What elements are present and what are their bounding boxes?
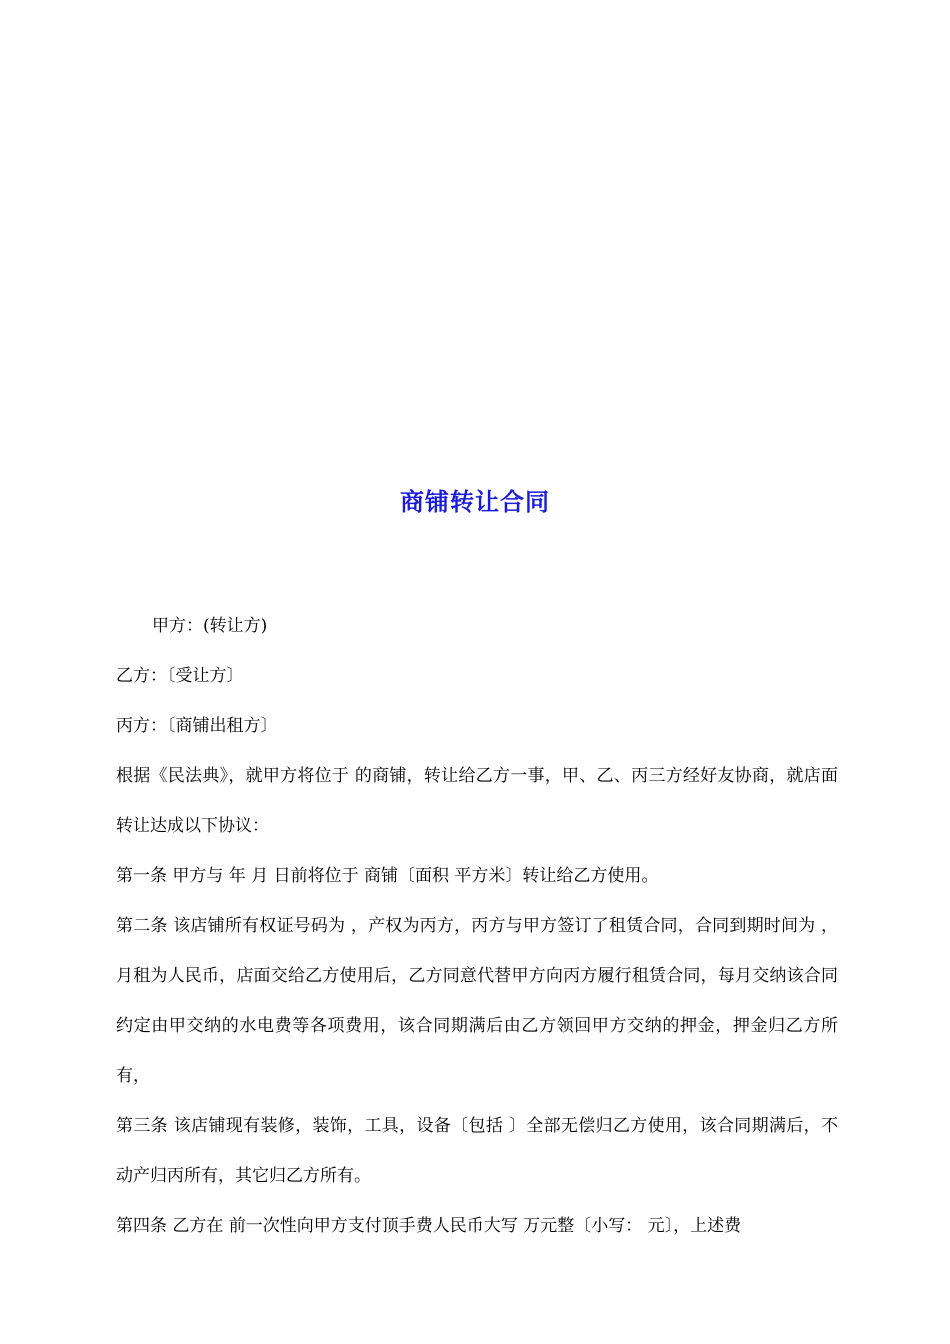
party-b-line: 乙方：〔受让方〕 — [116, 666, 244, 686]
document-title: 商铺转让合同 — [400, 488, 550, 516]
party-a-line: 甲方：(转让方) — [152, 616, 268, 636]
party-c-line: 丙方：〔商铺出租方〕 — [116, 716, 278, 736]
article-3-paragraph: 第三条 该店铺现有装修，装饰，工具，设备〔包括 〕全部无偿归乙方使用，该合同期满后，不动产归丙所有，其它归乙方所有。 — [116, 1116, 838, 1186]
preamble-paragraph: 根据《民法典》，就甲方将位于 的商铺，转让给乙方一事，甲、乙、丙三方经好友协商，就店面转让达成以下协议： — [116, 766, 838, 836]
article-2-paragraph: 第二条 该店铺所有权证号码为 ，产权为丙方，丙方与甲方签订了租赁合同，合同到期时间为 ，月租为人民币，店面交给乙方使用后，乙方同意代替甲方向丙方履行租赁合同，每月交纳该合同约定由甲交纳的水电费等各项费用，该合同期满后由乙方领回甲方交纳的押金，押金归乙方所有， — [116, 916, 838, 1086]
article-1-paragraph: 第一条 甲方与 年 月 日前将位于 商铺〔面积 平方米〕转让给乙方使用。 — [116, 866, 659, 886]
article-4-paragraph: 第四条 乙方在 前一次性向甲方支付顶手费人民币大写 万元整〔小写： 元〕，上述费 — [116, 1216, 742, 1236]
contract-body — [116, 601, 838, 1251]
